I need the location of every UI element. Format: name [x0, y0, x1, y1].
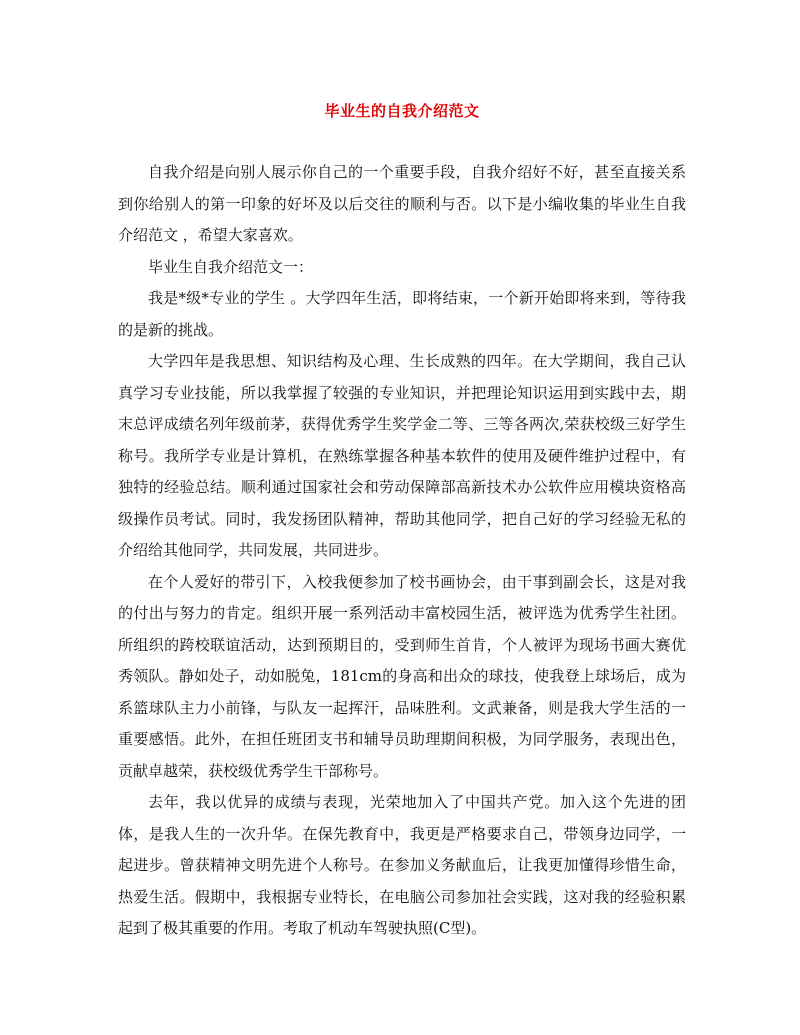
paragraph-4: 去年，我以优异的成绩与表现，光荣地加入了中国共产党。加入这个先进的团体，是我人生的一次升华。在保先教育中，我更是严格要求自己，带领身边同学，一起进步。曾获精神文明先进个人称号。在参加义务献血后，让我更加懂得珍惜生命，热爱生活。假期中，我根据专业特长，在电脑公司参加社会实践，这对我的经验积累起到了极其重要的作用。考取了机动车驾驶执照(C型)。 — [118, 793, 686, 937]
paragraph-2: 大学四年是我思想、知识结构及心理、生长成熟的四年。在大学期间，我自己认真学习专业技能，所以我掌握了较强的专业知识，并把理论知识运用到实践中去，期末总评成绩名列年级前茅，获得优秀学生奖学金二等、三等各两次,荣获校级三好学生称号。我所学专业是计算机，在熟练掌握各种基本软件的使用及硬件维护过程中，有独特的经验总结。顺利通过国家社会和劳动保障部高新技术办公软件应用模块资格高级操作员考试。同时，我发扬团队精神，帮助其他同学，把自己好的学习经验无私的介绍给其他同学，共同发展，共同进步。 — [118, 352, 686, 559]
paragraph-1: 我是*级*专业的学生 。大学四年生活，即将结束，一个新开始即将来到，等待我的是新的挑战。 — [118, 289, 686, 339]
paragraph-intro: 自我介绍是向别人展示你自己的一个重要手段，自我介绍好不好，甚至直接关系到你给别人的第一印象的好坏及以后交往的顺利与否。以下是小编收集的毕业生自我介绍范文 ，希望大家喜欢。 — [118, 163, 686, 244]
paragraph-3: 在个人爱好的带引下，入校我便参加了校书画协会，由干事到副会长，这是对我的付出与努力的肯定。组织开展一系列活动丰富校园生活，被评选为优秀学生社团。所组织的跨校联谊活动，达到预期目的，受到师生首肯，个人被评为现场书画大赛优秀领队。静如处子，动如脱兔，181cm的身高和出众的球技，使我登上球场后，成为系篮球队主力小前锋，与队友一起挥汗，品味胜利。文武兼备，则是我大学生活的一重要感悟。此外，在担任班团支书和辅导员助理期间积极，为同学服务，表现出色，贡献卓越荣，获校级优秀学生干部称号。 — [118, 572, 686, 780]
paragraph-section-heading: 毕业生自我介绍范文一： — [148, 257, 314, 276]
document-title: 毕业生的自我介绍范文 — [324, 102, 480, 120]
document-page — [118, 100, 686, 945]
